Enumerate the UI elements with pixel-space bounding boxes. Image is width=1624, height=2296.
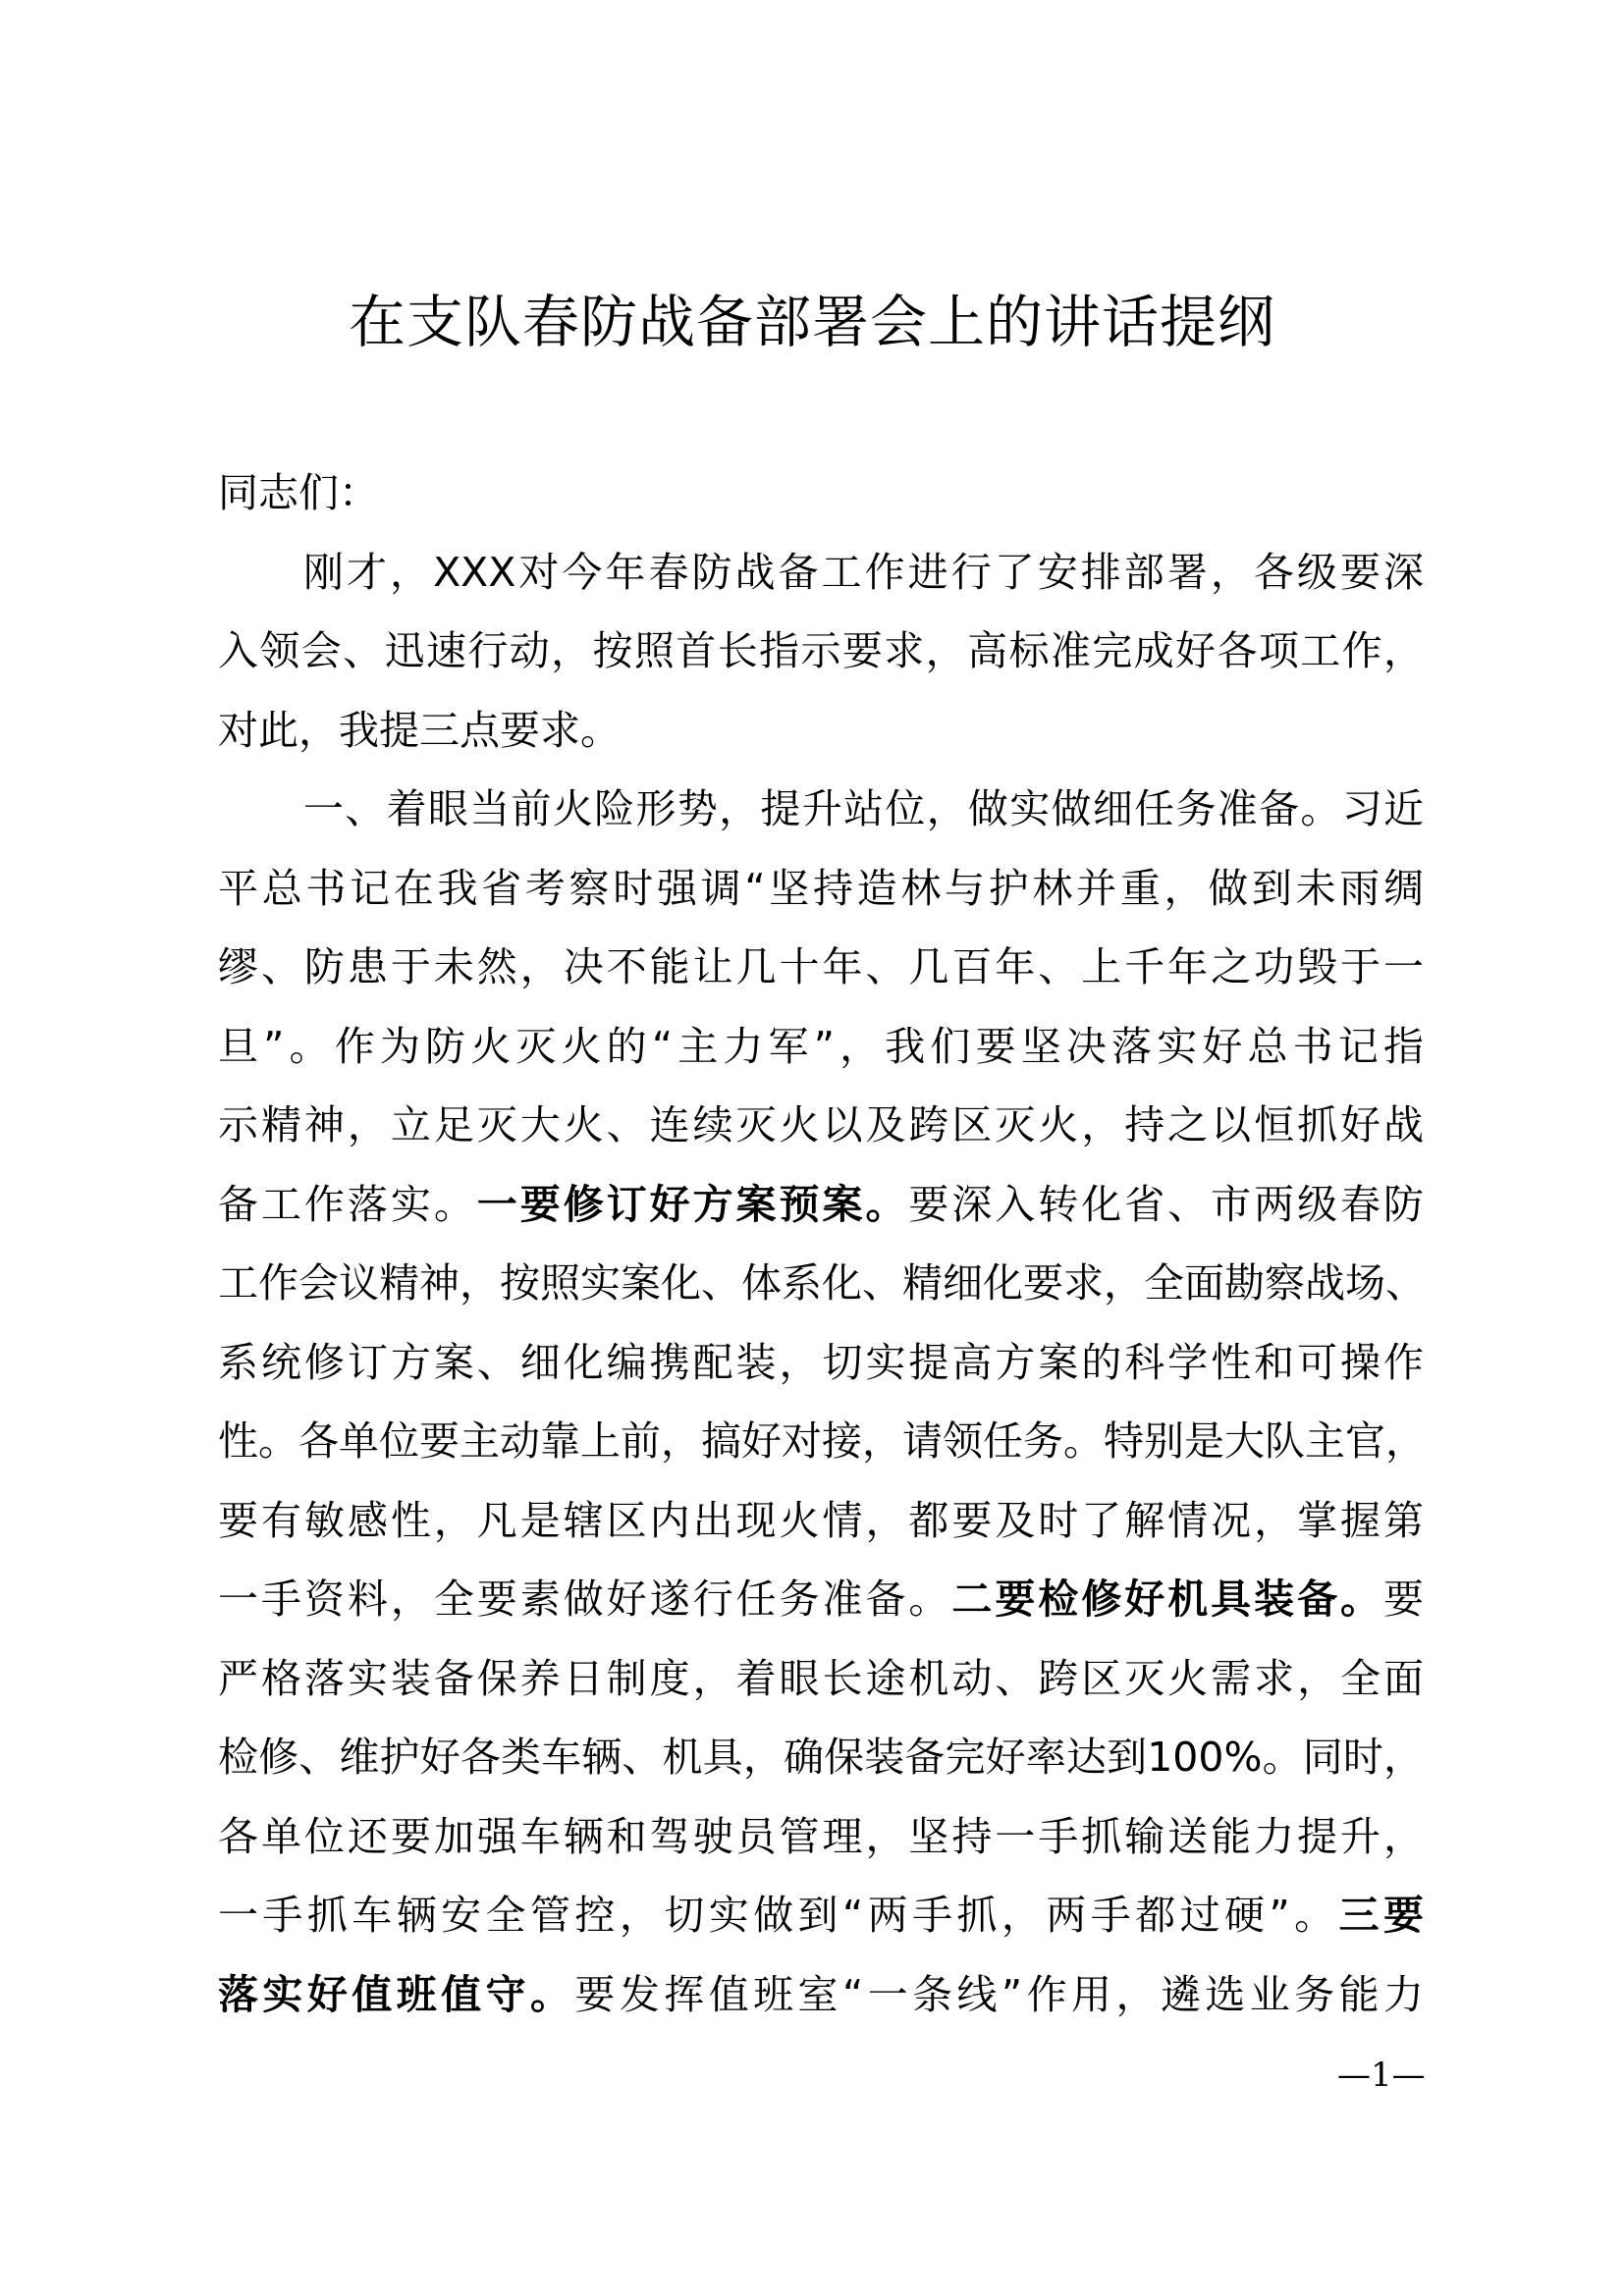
text-line (218, 1876, 1424, 1955)
body-text: 缪、防患于未然，决不能让几十年、几百年、上千年之功毁于一 (218, 943, 1424, 990)
document-title: 在支队春防战备部署会上的讲话提纲 (348, 289, 1275, 355)
body-text: 示精神，立足灭大火、连续灭火以及跨区灭火，持之以恒抓好战 (218, 1101, 1424, 1148)
bold-heading-text: 落实好值班值守。 (218, 1970, 575, 2018)
bold-heading-text: 三要 (1338, 1892, 1425, 1939)
body-text: 要 (1383, 1575, 1425, 1623)
text-line (218, 1086, 1424, 1165)
bold-heading-text: 二要检修好机具装备。 (951, 1575, 1384, 1623)
text-line (218, 1481, 1424, 1561)
body-text: 备工作落实。 (218, 1180, 477, 1228)
body-text: 工作会议精神，按照实案化、体系化、精细化要求，全面勘察战场、 (218, 1259, 1426, 1307)
text-line (218, 1718, 1424, 1797)
text-line (218, 770, 1424, 849)
body-text: 对此，我提三点要求。 (218, 706, 621, 754)
text-line (218, 1639, 1424, 1719)
body-text: 严格落实装备保养日制度，着眼长途机动、跨区灭火需求，全面 (218, 1654, 1424, 1702)
body-text: 入领会、迅速行动，按照首长指示要求，高标准完成好各项工作， (218, 627, 1424, 674)
body-text: 一手资料，全要素做好遂行任务准备。 (218, 1575, 952, 1623)
text-line (218, 1007, 1424, 1087)
text-line (218, 928, 1424, 1007)
body-text: 性。各单位要主动靠上前，搞好对接，请领任务。特别是大队主官， (218, 1417, 1426, 1465)
body-text: 刚才，XXX对今年春防战备工作进行了安排部署，各级要深 (303, 548, 1424, 596)
body-text: 要深入转化省、市两级春防 (908, 1180, 1425, 1228)
text-line (218, 1323, 1424, 1403)
text-line (218, 1244, 1424, 1323)
text-line (218, 1797, 1424, 1877)
body-text: 要有敏感性，凡是辖区内出现火情，都要及时了解情况，掌握第 (218, 1496, 1424, 1544)
text-line (218, 691, 1424, 771)
body-text: 一手抓车辆安全管控，切实做到“两手抓，两手都过硬”。 (218, 1892, 1339, 1939)
text-line (218, 849, 1424, 929)
body-text: 平总书记在我省考察时强调“坚持造林与护林并重，做到未雨绸 (218, 864, 1424, 912)
salutation: 同志们： (218, 469, 379, 516)
text-line (218, 1560, 1424, 1639)
body-text: 一、着眼当前火险形势，提升站位，做实做细任务准备。习近 (303, 785, 1424, 832)
text-line (218, 533, 1424, 613)
text-line (218, 1955, 1424, 2035)
body-text: 各单位还要加强车辆和驾驶员管理，坚持一手抓输送能力提升， (218, 1812, 1424, 1860)
page-number: —1— (1337, 2056, 1426, 2095)
text-line (218, 612, 1424, 691)
paragraph-lines (218, 533, 1424, 2035)
body-text: 检修、维护好各类车辆、机具，确保装备完好率达到100%。同时， (218, 1734, 1424, 1781)
body-text: 要发挥值班室“一条线”作用，遴选业务能力 (574, 1970, 1425, 2018)
text-line (218, 1165, 1424, 1245)
body-text: 旦”。作为防火灭火的“主力军”，我们要坚决落实好总书记指 (218, 1022, 1424, 1070)
document-body (218, 454, 1424, 2034)
body-text: 系统修订方案、细化编携配装，切实提高方案的科学性和可操作 (218, 1338, 1424, 1386)
bold-heading-text: 一要修订好方案预案。 (476, 1180, 909, 1228)
text-line (218, 1402, 1424, 1481)
